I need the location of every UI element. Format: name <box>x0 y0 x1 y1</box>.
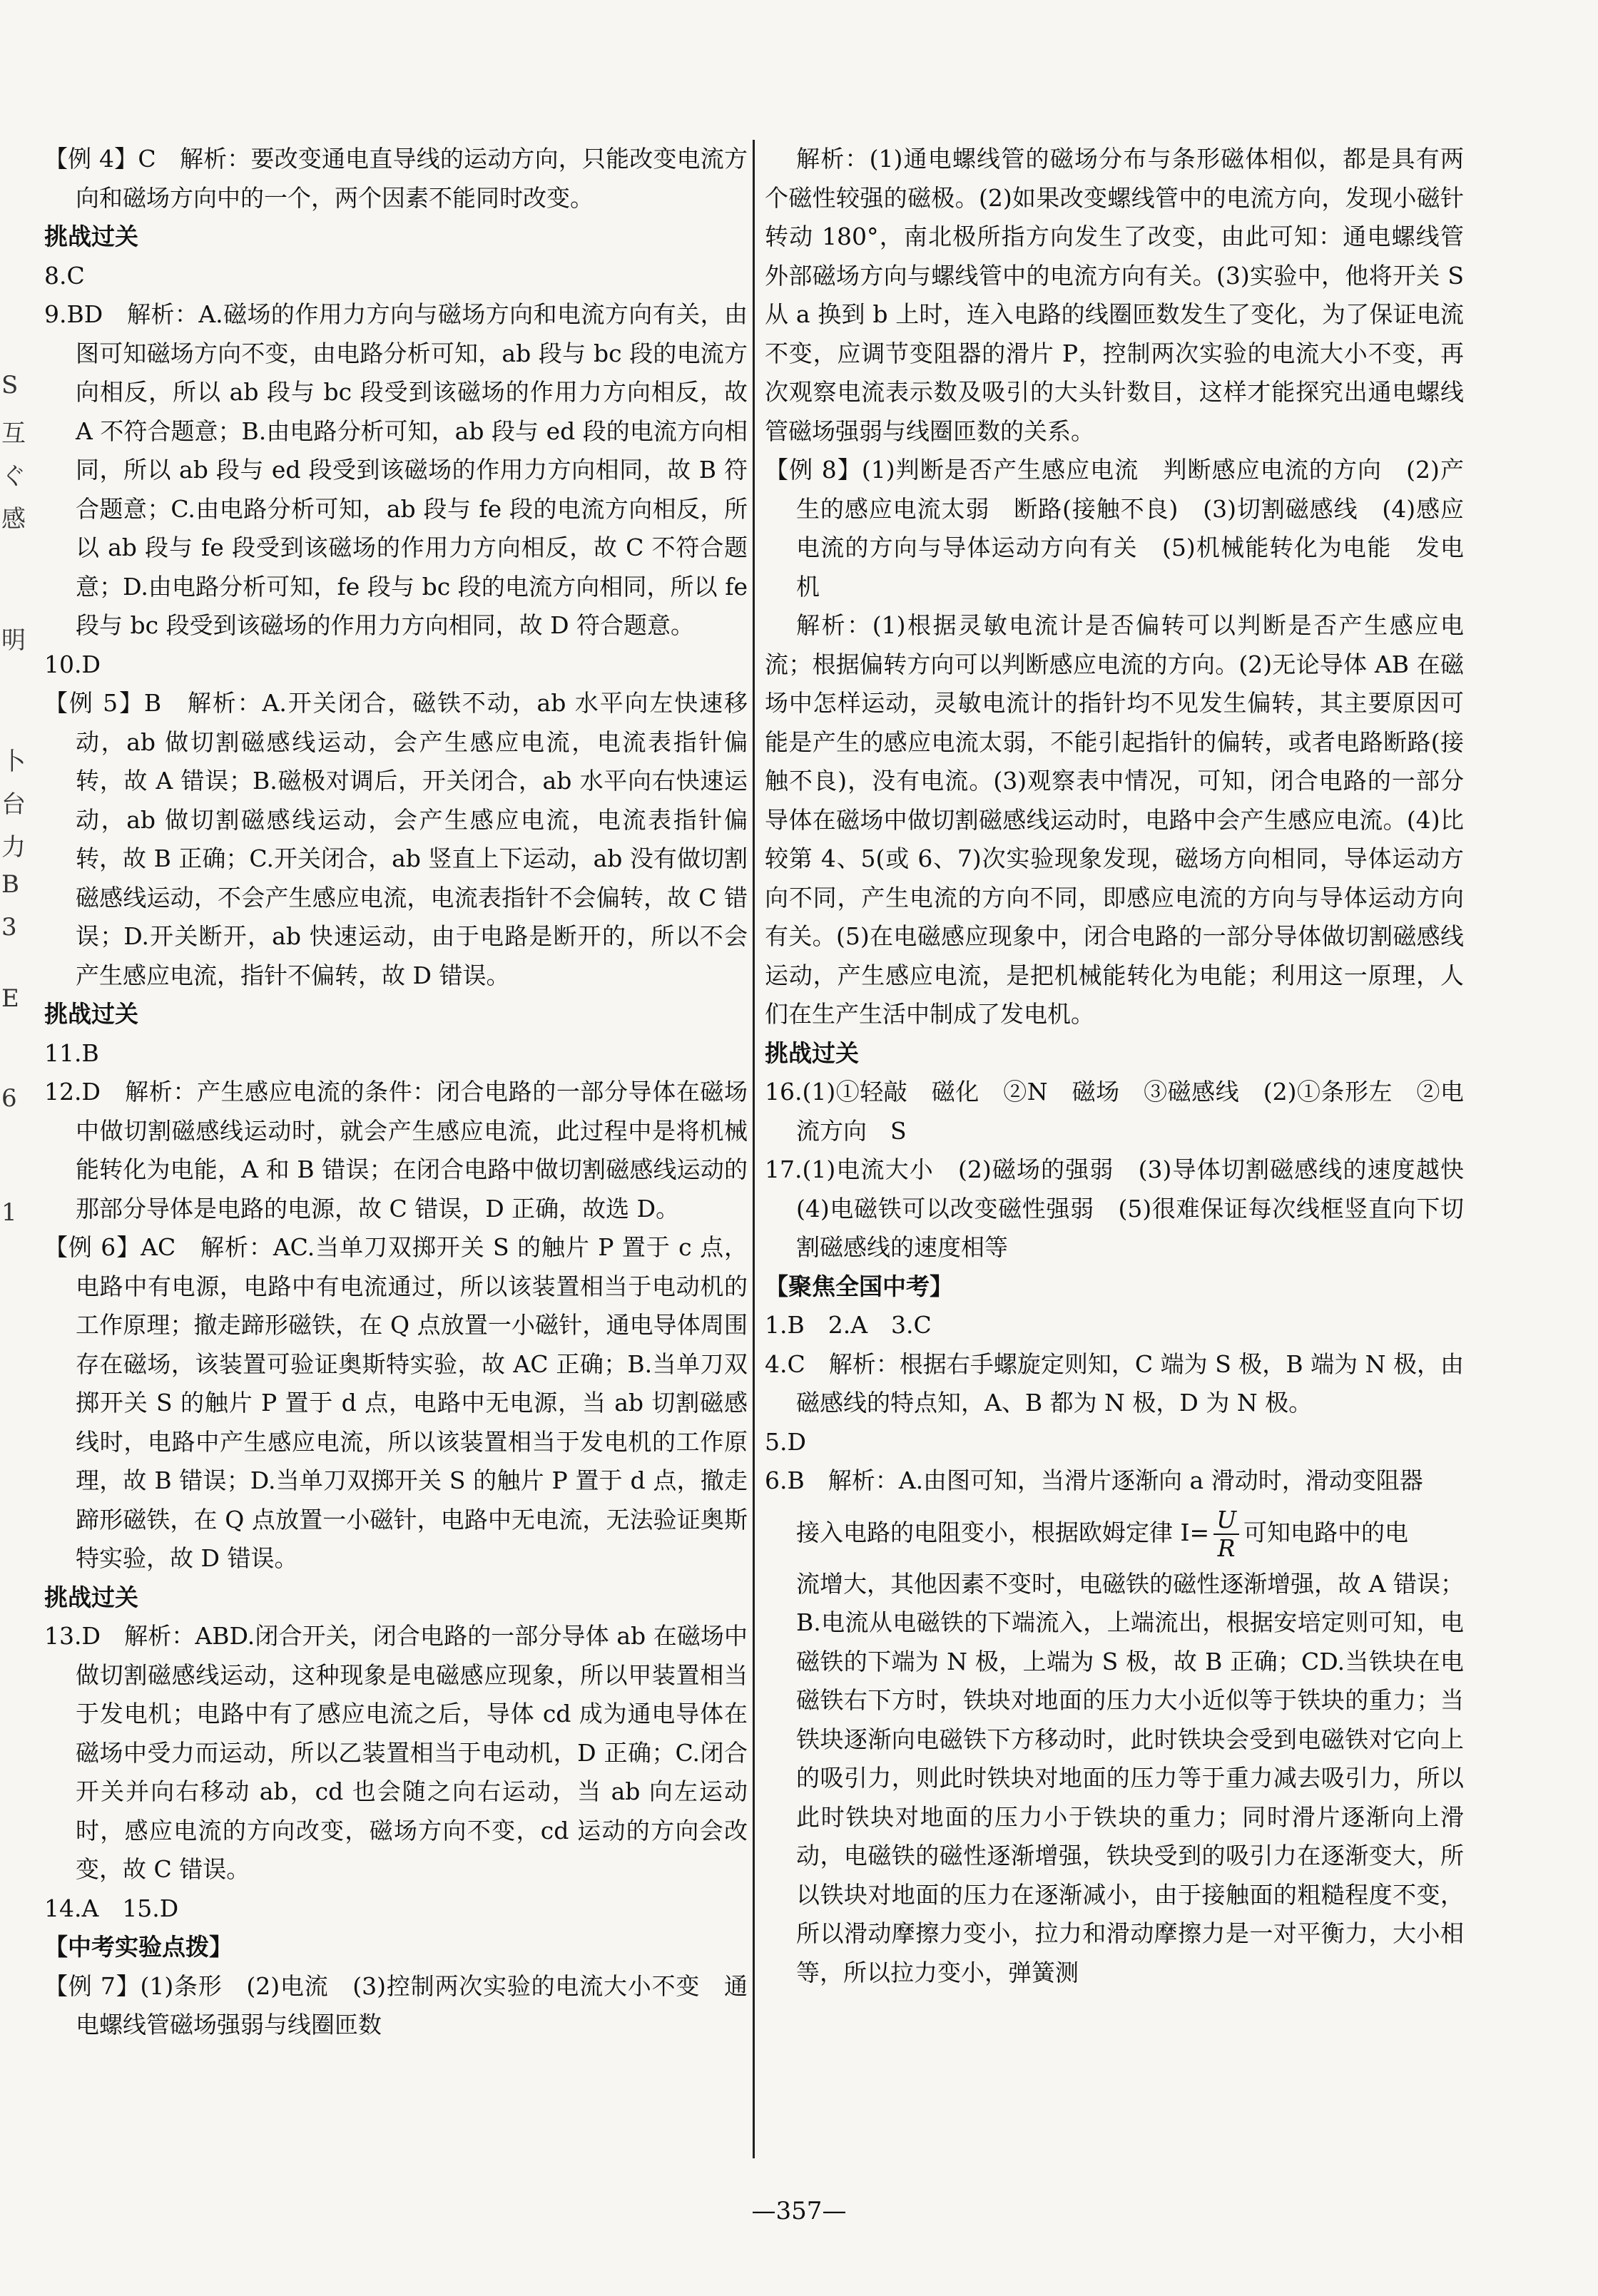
margin-glyph: 台 <box>1 790 26 819</box>
fraction-numerator: U <box>1213 1506 1239 1535</box>
answer-16: 16.(1)①轻敲 磁化 ②N 磁场 ③磁感线 (2)①条形左 ②电流方向 S <box>765 1078 1464 1145</box>
answer-6-intro: 6.B 解析：A.由图可知，当滑片逐渐向 a 滑动时，滑动变阻器 <box>765 1466 1423 1494</box>
section-heading-challenge: 挑战过关 <box>44 1000 138 1028</box>
margin-glyph: 6 <box>1 1084 17 1113</box>
answer-11: 11.B <box>44 1039 99 1067</box>
example-8-analysis: 解析：(1)根据灵敏电流计是否偏转可以判断是否产生感应电流；根据偏转方向可以判断感应电流的方向。(2)无论导体 AB 在磁场中怎样运动，灵敏电流计的指针均不见发生偏转，其主要原因可能是产生的感应电流太弱，不能引起指针的偏转，或者电路断路(接触不良)，没有电流。(3)观察表中情况，可知，闭合电路的一部分导体在磁场中做切割磁感线运动时，电路中会产生感应电流。(4)比较第 4、5(或 6、7)次实验现象发现，磁场方向相同，导体运动方向不同，产生电流的方向不同，即感应电流的方向与导体运动方向有关。(5)在电磁感应现象中，闭合电路的一部分导体做切割磁感线运动，产生感应电流，是把机械能转化为电能；利用这一原理，人们在生产生活中制成了发电机。 <box>765 611 1464 1028</box>
answer-9: 9.BD 解析：A.磁场的作用力方向与磁场方向和电流方向有关，由图可知磁场方向不变，由电路分析可知，ab 段与 bc 段的电流方向相反，所以 ab 段与 bc 段受到该磁场的作用力方向相反，故 A 不符合题意；B.由电路分析可知，ab 段与 ed 段的电流方向相同，所以 ab 段与 ed 段受到该磁场的作用力方向相同，故 B 符合题意；C.由电路分析可知，ab 段与 fe 段的电流方向相反，所以 ab 段与 fe 段受到该磁场的作用力方向相反，故 C 不符合题意；D.由电路分析可知，fe 段与 bc 段的电流方向相同，所以 fe 段与 bc 段受到该磁场的作用力方向相同，故 D 符合题意。 <box>44 300 748 639</box>
section-heading-challenge: 挑战过关 <box>765 1039 859 1067</box>
margin-glyph: 互 <box>1 419 26 448</box>
answer-6-formula-line <box>765 1501 1464 1565</box>
answer-10: 10.D <box>44 650 101 678</box>
left-column <box>44 140 748 2045</box>
answer-1-3: 1.B 2.A 3.C <box>765 1311 932 1339</box>
page-number: —357— <box>751 2197 847 2225</box>
answer-14-15: 14.A 15.D <box>44 1894 179 1922</box>
section-heading-exam-experiment: 【中考实验点拨】 <box>44 1933 233 1961</box>
margin-glyph: ぐ <box>1 462 26 491</box>
margin-glyph: 3 <box>1 913 17 942</box>
fraction-denominator: R <box>1217 1534 1236 1562</box>
answer-6-continued: 流增大，其他因素不变时，电磁铁的磁性逐渐增强，故 A 错误；B.电流从电磁铁的下端流入，上端流出，根据安培定则可知，电磁铁的下端为 N 极，上端为 S 极，故 B 正确；CD.当铁块在电磁铁右下方时，铁块对地面的压力大小近似等于铁块的重力；当铁块逐渐向电磁铁下方移动时，此时铁块会受到电磁铁对它向上的吸引力，则此时铁块对地面的压力等于重力减去吸引力，所以此时铁块对地面的压力小于铁块的重力；同时滑片逐渐向上滑动，电磁铁的磁性逐渐增强，铁块受到的吸引力在逐渐变大，所以铁块对地面的压力在逐渐减小，由于接触面的粗糙程度不变，所以滑动摩擦力变小，拉力和滑动摩擦力是一对平衡力，大小相等，所以拉力变小，弹簧测 <box>796 1569 1464 1986</box>
margin-glyph: 感 <box>1 505 26 534</box>
example-5-answer: 【例 5】B 解析：A.开关闭合，磁铁不动，ab 水平向左快速移动，ab 做切割磁感线运动，会产生感应电流，电流表指针偏转，故 A 错误；B.磁极对调后，开关闭合，ab 水平向右快速运动，ab 做切割磁感线运动，会产生感应电流，电流表指针偏转，故 B 正确；C.开关闭合，ab 竖直上下运动，ab 没有做切割磁感线运动，不会产生感应电流，电流表指针不会偏转，故 C 错误；D.开关断开，ab 快速运动，由于电路是断开的，所以不会产生感应电流，指针不偏转，故 D 错误。 <box>44 689 748 989</box>
margin-residue <box>0 371 26 1441</box>
answer-5: 5.D <box>765 1427 806 1456</box>
answer-13: 13.D 解析：ABD.闭合开关，闭合电路的一部分导体 ab 在磁场中做切割磁感线运动，这种现象是电磁感应现象，所以甲装置相当于发电机；电路中有了感应电流之后，导体 cd 成为通电导体在磁场中受力而运动，所以乙装置相当于电动机，D 正确；C.闭合开关并向右移动 ab，cd 也会随之向右运动，当 ab 向左运动时，感应电流的方向改变，磁场方向不变，cd 运动的方向会改变，故 C 错误。 <box>44 1622 748 1883</box>
example-8-answer: 【例 8】(1)判断是否产生感应电流 判断感应电流的方向 (2)产生的感应电流太弱 断路(接触不良) (3)切割磁感线 (4)感应电流的方向与导体运动方向有关 (5)机械能转化为电能 发电机 <box>765 456 1464 601</box>
example-7-answer: 【例 7】(1)条形 (2)电流 (3)控制两次实验的电流大小不变 通电螺线管磁场强弱与线圈匝数 <box>44 1971 748 2039</box>
formula-suffix-text: 可知电路中的电 <box>1243 1518 1408 1546</box>
answer-8: 8.C <box>44 261 85 290</box>
margin-glyph: 卜 <box>1 748 26 776</box>
column-divider <box>753 140 755 2158</box>
margin-glyph: E <box>1 984 19 1013</box>
ohm-law-fraction <box>1213 1506 1239 1562</box>
example-7-analysis: 解析：(1)通电螺线管的磁场分布与条形磁体相似，都是具有两个磁性较强的磁极。(2)如果改变螺线管中的电流方向，发现小磁针转动 180°，南北极所指方向发生了改变，由此可知：通电螺线管外部磁场方向与螺线管中的电流方向有关。(3)实验中，他将开关 S 从 a 换到 b 上时，连入电路的线圈匝数发生了变化，为了保证电流不变，应调节变阻器的滑片 P，控制两次实验的电流大小不变，再次观察电流表示数及吸引的大头针数目，这样才能探究出通电螺线管磁场强弱与线圈匝数的关系。 <box>765 145 1464 445</box>
margin-glyph: 明 <box>1 626 26 655</box>
answer-12: 12.D 解析：产生感应电流的条件：闭合电路的一部分导体在磁场中做切割磁感线运动时，就会产生感应电流，此过程中是将机械能转化为电能，A 和 B 错误；在闭合电路中做切割磁感线运动的那部分导体是电路的电源，故 C 错误，D 正确，故选 D。 <box>44 1078 748 1223</box>
example-4-answer: 【例 4】C 解析：要改变通电直导线的运动方向，只能改变电流方向和磁场方向中的一个，两个因素不能同时改变。 <box>44 145 748 212</box>
margin-glyph: 1 <box>1 1198 17 1227</box>
answer-17: 17.(1)电流大小 (2)磁场的强弱 (3)导体切割磁感线的速度越快 (4)电磁铁可以改变磁性强弱 (5)很难保证每次线框竖直向下切割磁感线的速度相等 <box>765 1155 1487 1261</box>
section-heading-challenge: 挑战过关 <box>44 223 138 250</box>
section-heading-national-exam: 【聚焦全国中考】 <box>765 1272 953 1300</box>
formula-prefix-text: 接入电路的电阻变小，根据欧姆定律 I= <box>796 1518 1210 1546</box>
answer-4: 4.C 解析：根据右手螺旋定则知，C 端为 S 极，B 端为 N 极，由磁感线的特点知，A、B 都为 N 极，D 为 N 极。 <box>765 1349 1464 1417</box>
margin-glyph: B <box>1 870 19 899</box>
example-6-answer: 【例 6】AC 解析：AC.当单刀双掷开关 S 的触片 P 置于 c 点，电路中有电源，电路中有电流通过，所以该装置相当于电动机的工作原理；撤走蹄形磁铁，在 Q 点放置一小磁针，通电导体周围存在磁场，该装置可验证奥斯特实验，故 AC 正确；B.当单刀双掷开关 S 的触片 P 置于 d 点，电路中无电源，当 ab 切割磁感线时，电路中产生感应电流，所以该装置相当于发电机的工作原理，故 B 错误；D.当单刀双掷开关 S 的触片 P 置于 d 点，撤走蹄形磁铁，在 Q 点放置一小磁针，电路中无电流，无法验证奥斯特实验，故 D 错误。 <box>44 1233 748 1572</box>
margin-glyph: S <box>1 371 19 399</box>
margin-glyph: 力 <box>1 833 26 862</box>
section-heading-challenge: 挑战过关 <box>44 1583 138 1611</box>
right-column <box>765 140 1487 1992</box>
